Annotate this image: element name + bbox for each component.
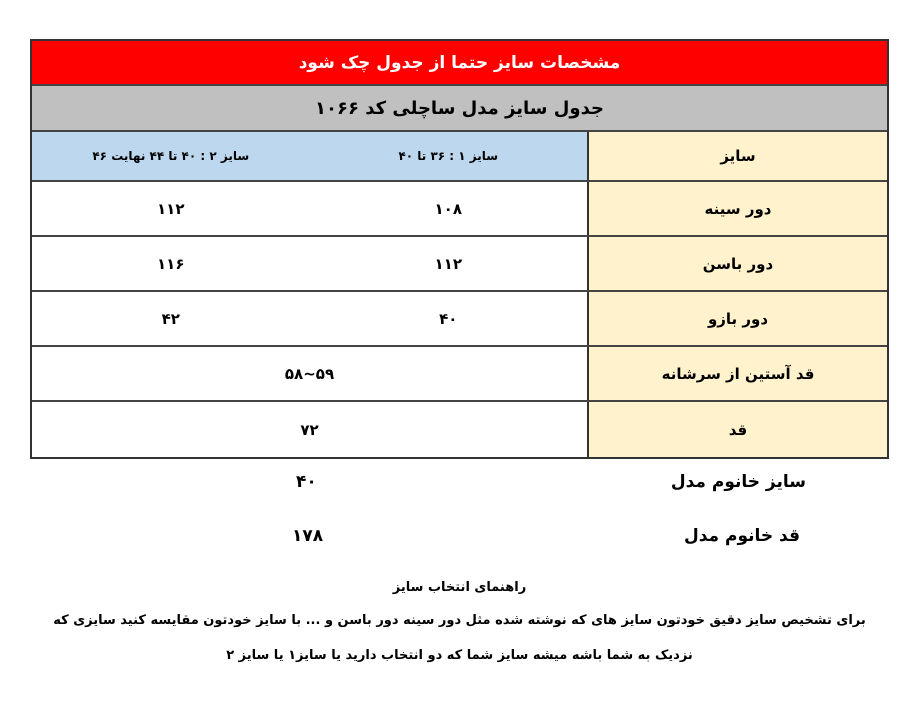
guide-line-2: نزدیک به شما باشه میشه سایز شما که دو انتخاب دارید یا سایز۱ یا سایز ۲ bbox=[226, 648, 693, 663]
row-size1-value: ۱۰۸ bbox=[434, 199, 462, 218]
model-height-label: قد خانوم مدل bbox=[683, 526, 800, 546]
table-header-row bbox=[32, 132, 887, 182]
row-size2-value: ۱۱۲ bbox=[157, 199, 185, 218]
table-row bbox=[32, 237, 887, 292]
row-size1-value: ۱۱۲ bbox=[434, 254, 462, 273]
table-title-row bbox=[32, 86, 887, 132]
warning-banner-text: مشخصات سایز حتما از جدول چک شود bbox=[298, 52, 621, 73]
row-label: دور باسن bbox=[587, 237, 887, 290]
table-title: جدول سایز مدل ساچلی کد ۱۰۶۶ bbox=[315, 97, 604, 119]
row-label: قد آستین از سرشانه bbox=[587, 347, 887, 400]
table-row bbox=[32, 182, 887, 237]
row-size2-value: ۴۲ bbox=[161, 309, 180, 328]
table-row bbox=[32, 292, 887, 347]
model-size-label: سایز خانوم مدل bbox=[670, 472, 806, 492]
size-table bbox=[30, 39, 889, 459]
row-label: قد bbox=[587, 402, 887, 457]
row-size1-value: ۴۰ bbox=[439, 309, 458, 328]
row-size2-value: ۱۱۶ bbox=[157, 254, 185, 273]
header-size1: سایز ۱ : ۳۶ تا ۴۰ bbox=[398, 149, 499, 163]
row-label: دور سینه bbox=[587, 182, 887, 235]
warning-banner bbox=[32, 41, 887, 86]
guide-line-1: برای تشخیص سایز دقیق خودتون سایز های که نوشته شده مثل دور سینه دور باسن و ... با سایز خودتون مقایسه کنید سایزی که bbox=[53, 613, 866, 628]
model-height-value: ۱۷۸ bbox=[292, 526, 324, 546]
guide-title: راهنمای انتخاب سایز bbox=[392, 580, 527, 595]
row-merged-value: ۵۹~۵۸ bbox=[284, 364, 335, 383]
header-size2: سایز ۲ : ۴۰ تا ۴۴ نهایت ۴۶ bbox=[92, 149, 250, 163]
row-label: دور بازو bbox=[587, 292, 887, 345]
row-merged-value: ۷۲ bbox=[300, 420, 319, 439]
table-row-merged bbox=[32, 347, 887, 402]
model-size-value: ۴۰ bbox=[296, 472, 317, 492]
header-size-label: سایز bbox=[587, 132, 887, 180]
table-row-merged bbox=[32, 402, 887, 457]
